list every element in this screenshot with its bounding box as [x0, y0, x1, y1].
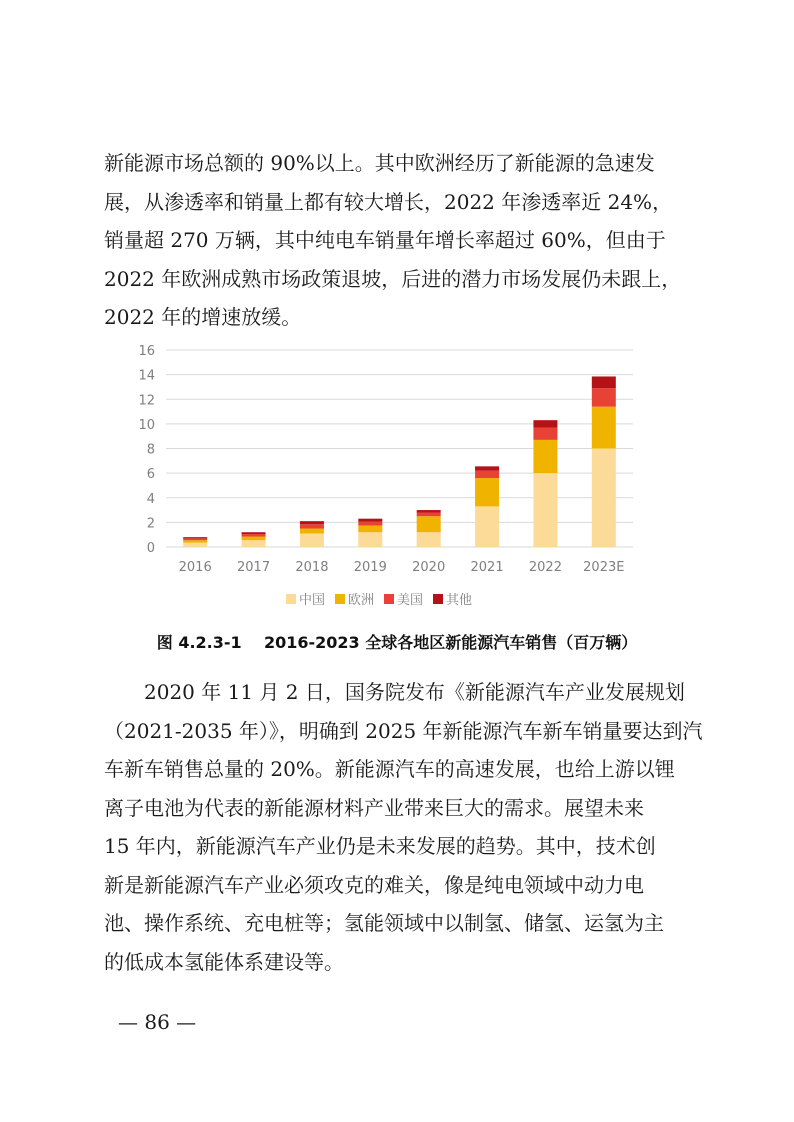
bar-2017-3 [242, 532, 266, 534]
bar-2021-1 [475, 478, 499, 506]
legend-label: 其他 [446, 593, 473, 608]
bar-2017-2 [242, 534, 266, 536]
x-tick-label: 2018 [295, 560, 329, 575]
bar-2023E-1 [592, 407, 616, 449]
text-line: 池、操作系统、充电桩等；氢能领域中以制氢、储氢、运氢为主 [104, 911, 664, 935]
x-tick-label: 2022 [528, 560, 562, 575]
y-tick-label: 8 [146, 442, 155, 458]
text-line: （2021-2035 年）》，明确到 2025 年新能源汽车新车销量要达到汽 [104, 718, 703, 743]
x-tick-label: 2020 [412, 560, 446, 575]
y-tick-label: 2 [146, 516, 155, 532]
text-line: 2022 年的增速放缓。 [104, 305, 302, 329]
bar-2017-1 [242, 537, 266, 541]
text-line: 车新车销售总量的 20%。新能源汽车的高速发展，也给上游以锂 [104, 757, 675, 781]
bar-2019-1 [358, 525, 382, 532]
y-tick-label: 14 [138, 368, 155, 384]
bar-2019-0 [358, 532, 382, 547]
bar-2022-0 [533, 473, 557, 547]
legend-label: 欧洲 [348, 593, 375, 608]
bar-2022-3 [533, 420, 557, 427]
legend-swatch [335, 594, 345, 604]
bar-2021-0 [475, 506, 499, 547]
bar-2023E-3 [592, 376, 616, 388]
x-tick-label: 2016 [178, 560, 212, 575]
y-tick-label: 16 [138, 344, 155, 359]
paragraph-nev-plan [104, 673, 703, 981]
text-line: 15 年内，新能源汽车产业仍是未来发展的趋势。其中，技术创 [104, 834, 656, 858]
text-line: 离子电池为代表的新能源材料产业带来巨大的需求。展望未来 [104, 795, 644, 820]
y-tick-label: 12 [138, 393, 155, 409]
bar-2018-2 [300, 524, 324, 528]
bar-2022-1 [533, 440, 557, 473]
y-tick-label: 4 [146, 491, 155, 507]
chart-y-ticks [138, 344, 155, 556]
bar-2020-3 [417, 510, 441, 512]
bar-2019-2 [358, 522, 382, 526]
bar-2023E-2 [592, 388, 616, 406]
x-tick-label: 2017 [237, 560, 271, 575]
x-tick-label: 2019 [353, 560, 387, 575]
bar-2016-0 [183, 543, 207, 547]
bar-2016-2 [183, 538, 207, 540]
text-line: 2020 年 11 月 2 日，国务院发布《新能源汽车产业发展规划 [144, 680, 685, 704]
bar-2018-0 [300, 533, 324, 547]
x-tick-label: 2023E [583, 560, 625, 575]
legend-label: 美国 [397, 593, 424, 608]
chart-gridlines [166, 350, 633, 547]
text-line: 展，从渗透率和销量上都有较大增长，2022 年渗透率近 24%， [104, 189, 673, 214]
bar-2018-1 [300, 529, 324, 534]
legend-swatch [286, 594, 296, 604]
text-line: 的低成本氢能体系建设等。 [104, 949, 344, 974]
chart-x-ticks [179, 560, 625, 575]
page-number: — 86 — [118, 1010, 197, 1034]
bar-2019-3 [358, 519, 382, 522]
bar-2022-2 [533, 428, 557, 440]
chart-bars [183, 376, 616, 547]
legend-swatch [384, 594, 394, 604]
figure-caption: 图 4.2.3-1 2016-2023 全球各地区新能源汽车销售（百万辆） [156, 633, 638, 652]
bar-2016-3 [183, 537, 207, 538]
chart-legend [286, 592, 472, 608]
text-line: 2022 年欧洲成熟市场政策退坡，后进的潜力市场发展仍未跟上， [104, 266, 682, 291]
bar-2016-1 [183, 540, 207, 542]
text-line: 新是新能源汽车产业必须攻克的难关，像是纯电领域中动力电 [104, 872, 644, 897]
bar-2021-2 [475, 471, 499, 478]
paragraph-eu-market [104, 144, 690, 337]
bar-2020-1 [417, 516, 441, 532]
bar-2020-2 [417, 513, 441, 517]
bar-2020-0 [417, 532, 441, 547]
y-tick-label: 10 [138, 417, 155, 433]
legend-swatch [433, 594, 443, 604]
legend-label: 中国 [299, 593, 326, 608]
y-tick-label: 6 [146, 467, 155, 483]
bar-2018-3 [300, 521, 324, 524]
text-line: 新能源市场总额的 90%以上。其中欧洲经历了新能源的急速发 [104, 151, 655, 175]
text-line: 销量超 270 万辆，其中纯电车销量年增长率超过 60%，但由于 [104, 228, 666, 252]
bar-2017-0 [242, 540, 266, 547]
x-tick-label: 2021 [470, 560, 504, 575]
bar-2021-3 [475, 466, 499, 470]
nev-sales-chart [128, 336, 638, 616]
y-tick-label: 0 [146, 541, 155, 556]
bar-2023E-0 [592, 449, 616, 548]
